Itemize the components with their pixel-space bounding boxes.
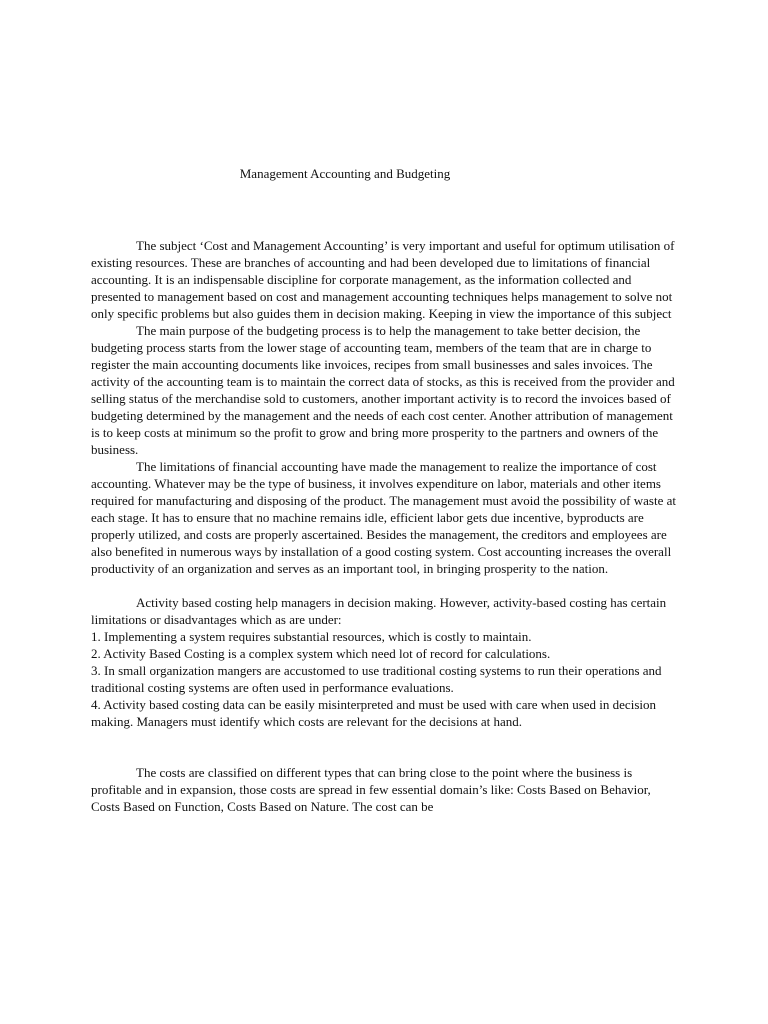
document-body (91, 237, 681, 815)
paragraph-budgeting-purpose: The main purpose of the budgeting process is to help the management to take better decision, the budgeting process starts from the lower stage of accounting team, members of the team that are in charge to register the main accounting documents like invoices, recipes from small businesses and sales invoices. The activity of the accounting team is to maintain the correct data of stocks, as this is received from the provider and selling status of the merchandise sold to customers, another important activity is to record the invoices based of budgeting determined by the management and the needs of each cost center. Another attribution of management is to keep costs at minimum so the profit to grow and bring more prosperity to the partners and owners of the business. (91, 323, 675, 457)
paragraph-intro: The subject ‘Cost and Management Accounting’ is very important and useful for optimum utilisation of existing resources. These are branches of accounting and had been developed due to limitations of financial accounting. It is an indispensable discipline for corporate management, as the information collected and presented to management based on cost and management accounting techniques helps management to solve not only specific problems but also guides them in decision making. Keeping in view the importance of this subject (91, 238, 675, 321)
paragraph-financial-limitations: The limitations of financial accounting have made the management to realize the importance of cost accounting. Whatever may be the type of business, it involves expenditure on labor, materials and other items required for manufacturing and disposing of the product. The management must avoid the possibility of waste at each stage. It has to ensure that no machine remains idle, efficient labor gets due incentive, byproducts are properly utilized, and costs are properly ascertained. Besides the management, the creditors and employees are also benefited in numerous ways by installation of a good costing system. Cost accounting increases the overall productivity of an organization and serves as an important tool, in bringing prosperity to the nation. (91, 459, 676, 576)
list-item: 4. Activity based costing data can be easily misinterpreted and must be used with care when used in decision making. Managers must identify which costs are relevant for the decisions at hand. (91, 697, 656, 729)
paragraph-activity-based-costing: Activity based costing help managers in decision making. However, activity-based costing has certain limitations or disadvantages which as are under: (91, 595, 667, 627)
paragraph-spacer (91, 730, 681, 764)
paragraph-spacer (91, 577, 681, 594)
list-item: 3. In small organization mangers are accustomed to use traditional costing systems to run their operations and traditional costing systems are often used in performance evaluations. (91, 663, 662, 695)
list-item: 1. Implementing a system requires substantial resources, which is costly to maintain. (91, 629, 532, 644)
document-title: Management Accounting and Budgeting (239, 166, 451, 181)
list-item: 2. Activity Based Costing is a complex system which need lot of record for calculations. (91, 646, 551, 661)
paragraph-cost-classification: The costs are classified on different types that can bring close to the point where the business is profitable and in expansion, those costs are spread in few essential domain’s like: Costs Based on Behavior, Costs Based on Function, Costs Based on Nature. The cost can be (91, 765, 651, 814)
